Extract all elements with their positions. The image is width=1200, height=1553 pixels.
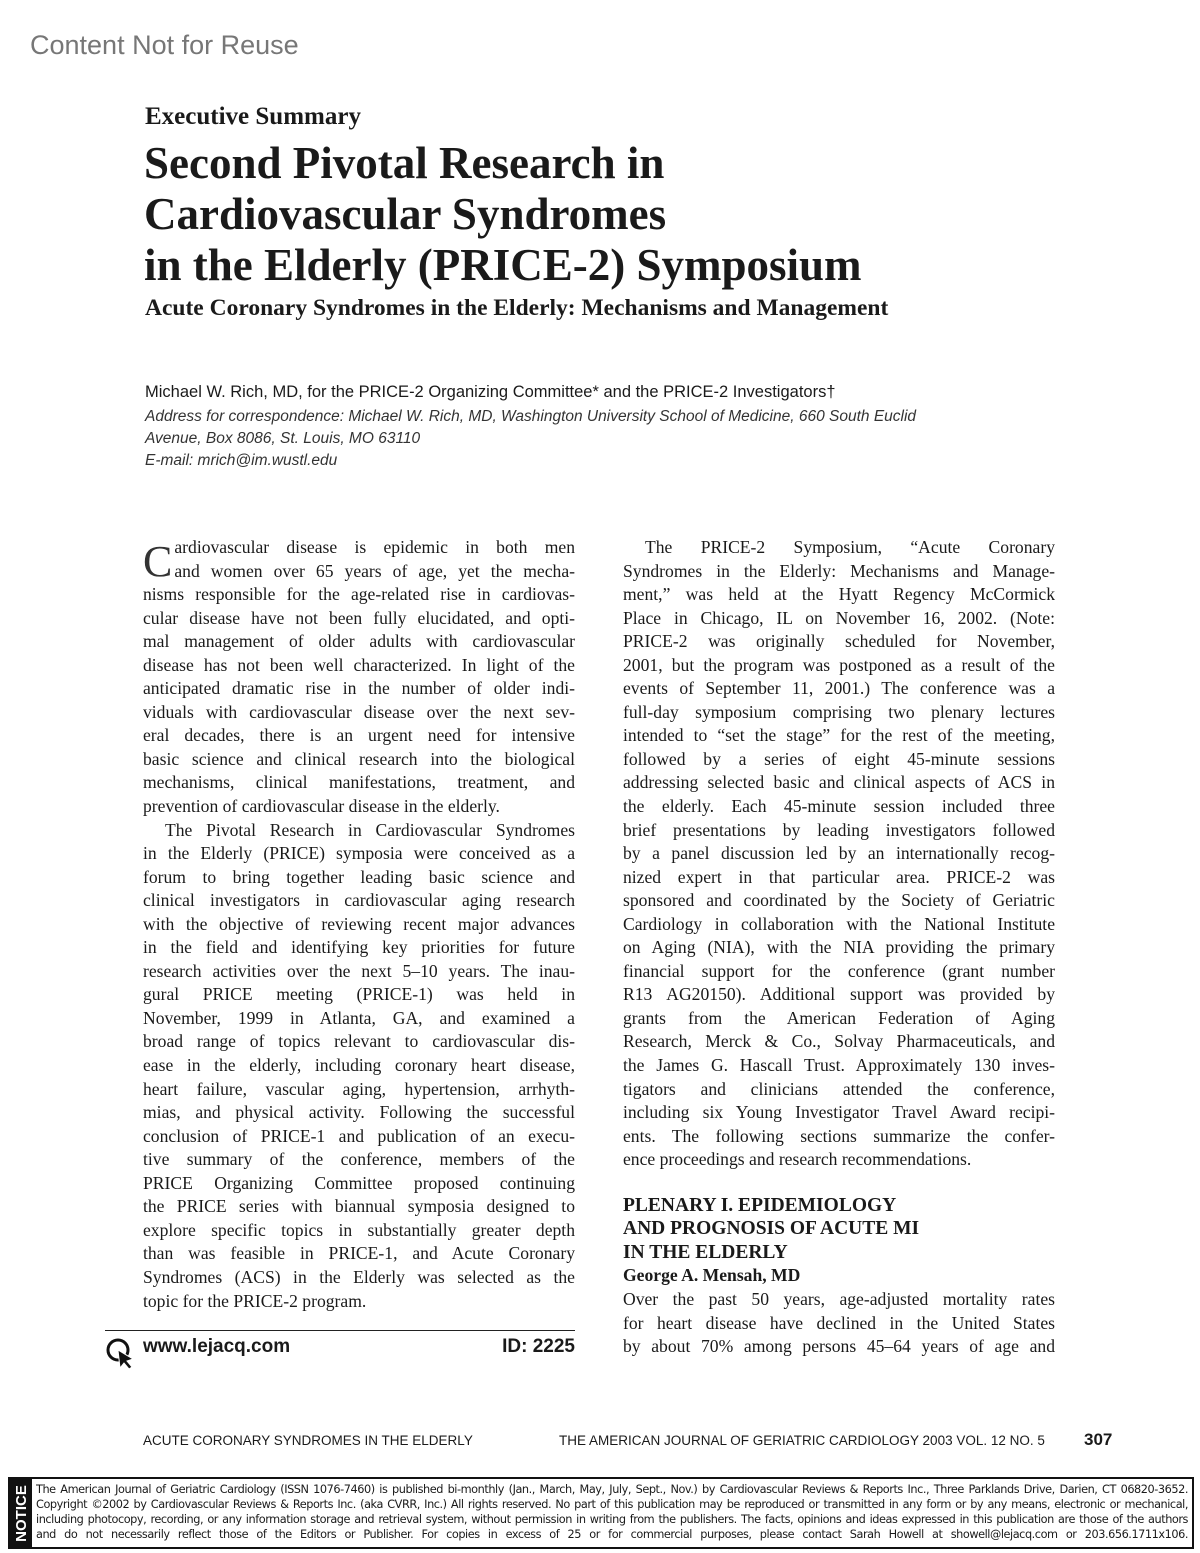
cursor-click-icon: [105, 1337, 137, 1377]
text-line: Over the past 50 years, age-adjusted mortality rates: [623, 1288, 1055, 1309]
text-line: forum to bring together leading basic science and: [143, 866, 575, 887]
text-line: ardiovascular disease is epidemic in both men: [174, 537, 575, 557]
text-line: Syndromes in the Elderly: Mechanisms and Manage-: [623, 560, 1055, 581]
text-line: The Pivotal Research in Cardiovascular Syndromes: [165, 819, 575, 840]
text-line: brief presentations by leading investigators followed: [623, 819, 1055, 840]
text-line: grants from the American Federation of Aging: [623, 1007, 1055, 1028]
notice-line: including photocopy, recording, or any information storage and retrieval system, without permission in writing from the publishers. The facts, opinions and ideas expressed in this publication are those of the authors: [36, 1513, 1188, 1526]
text-line: conclusion of PRICE-1 and publication of an execu-: [143, 1125, 575, 1146]
text-line: topic for the PRICE-2 program.: [143, 1290, 367, 1311]
article-title: [144, 138, 862, 291]
text-line: prevention of cardiovascular disease in the elderly.: [143, 796, 500, 817]
text-line: November, 1999 in Atlanta, GA, and examined a: [143, 1007, 575, 1028]
notice-label: NOTICE: [10, 1479, 32, 1547]
text-line: tive summary of the conference, members of the: [143, 1149, 575, 1170]
notice-line: Copyright ©2002 by Cardiovascular Reviews & Reports Inc. (aka CVRR, Inc.) All rights reserved. No part of this publication may be reproduced or transmitted in any form or by any means, electronic or mechanical,: [36, 1498, 1188, 1511]
text-line: the James G. Hascall Trust. Approximately 130 inves-: [623, 1055, 1055, 1076]
notice-line: The American Journal of Geriatric Cardiology (ISSN 1076-7460) is published bi-monthly (Jan., March, May, July, Sept., Nov.) by Cardiovascular Reviews & Reports Inc., Three Parklands Drive, Darien, CT 06820-3652.: [36, 1483, 1188, 1496]
website-link[interactable]: www.lejacq.com: [143, 1336, 291, 1357]
text-line: PRICE Organizing Committee proposed continuing: [143, 1172, 575, 1193]
text-line: by a panel discussion led by an internationally recog-: [623, 843, 1055, 864]
page-number: 307: [1084, 1430, 1113, 1449]
text-line: tigators and clinicians attended the conference,: [623, 1078, 1055, 1099]
running-footer-left: ACUTE CORONARY SYNDROMES IN THE ELDERLY: [143, 1433, 473, 1448]
text-line: followed by a series of eight 45-minute sessions: [623, 748, 1055, 769]
text-line: R13 AG20150). Additional support was provided by: [623, 984, 1055, 1005]
text-line: PRICE-2 was originally scheduled for November,: [623, 631, 1055, 652]
text-line: basic science and clinical research into the biological: [143, 748, 575, 769]
left-column: [143, 536, 575, 1313]
text-line: viduals with cardiovascular disease over the next sev-: [143, 701, 575, 722]
text-line: Research, Merck & Co., Solvay Pharmaceuticals, and: [623, 1031, 1055, 1052]
text-line: disease has not been well characterized. In light of the: [143, 654, 575, 675]
running-footer-journal: THE AMERICAN JOURNAL OF GERIATRIC CARDIOLOGY 2003 VOL. 12 NO. 5: [559, 1433, 1045, 1448]
text-line: cular disease have not been fully elucidated, and opti-: [143, 607, 575, 628]
notice-text: [32, 1479, 1192, 1547]
author-line: Michael W. Rich, MD, for the PRICE-2 Organizing Committee* and the PRICE-2 Investigators†: [145, 383, 836, 401]
text-line: broad range of topics relevant to cardiovascular dis-: [143, 1031, 575, 1052]
text-line: and women over 65 years of age, yet the mecha-: [174, 560, 575, 581]
title-line: Cardiovascular Syndromes: [144, 189, 667, 239]
text-line: including six Young Investigator Travel Award recipi-: [623, 1102, 1055, 1123]
text-line: mias, and physical activity. Following the successful: [143, 1102, 575, 1123]
title-line: in the Elderly (PRICE-2) Symposium: [144, 240, 862, 290]
text-line: in the Elderly (PRICE) symposia were conceived as a: [143, 843, 575, 864]
text-line: intended to “set the stage” for the rest of the meeting,: [623, 725, 1055, 746]
text-line: Place in Chicago, IL on November 16, 2002. (Note:: [623, 607, 1055, 628]
text-line: ment,” was held at the Hyatt Regency McCormick: [623, 584, 1055, 605]
address-line: Address for correspondence: Michael W. Rich, MD, Washington University School of Medicine, 660 South Euclid: [145, 408, 917, 425]
text-line: the elderly. Each 45-minute session included three: [623, 796, 1055, 817]
text-line: eral decades, there is an urgent need for intensive: [143, 725, 575, 746]
text-line: Cardiology in collaboration with the National Institute: [623, 913, 1055, 934]
text-line: financial support for the conference (grant number: [623, 960, 1055, 981]
section-heading-line: PLENARY I. EPIDEMIOLOGY: [623, 1194, 897, 1216]
text-line: by about 70% among persons 45–64 years of age and: [623, 1336, 1055, 1357]
text-line: The PRICE-2 Symposium, “Acute Coronary: [645, 537, 1055, 557]
text-line: in the field and identifying key priorities for future: [143, 937, 575, 958]
text-line: sponsored and coordinated by the Society of Geriatric: [623, 890, 1055, 911]
title-line: Second Pivotal Research in: [144, 138, 665, 188]
notice-line: and do not necessarily reflect those of the Editors or Publisher. For copies in excess of 25 or for commercial purposes, please contact Sarah Howell at showell@lejacq.com or 203.656.1711x106.: [36, 1528, 1188, 1541]
text-line: mechanisms, clinical manifestations, treatment, and: [143, 772, 575, 793]
section-heading-line: IN THE ELDERLY: [623, 1241, 788, 1263]
spacer: [623, 1172, 1055, 1194]
text-line: for heart disease have declined in the United States: [623, 1312, 1055, 1333]
correspondence-address: [145, 406, 1025, 472]
text-line: 2001, but the program was postponed as a result of the: [623, 654, 1055, 675]
text-line: the PRICE series with biannual symposia designed to: [143, 1196, 575, 1217]
text-line: than was feasible in PRICE-1, and Acute Coronary: [143, 1243, 575, 1264]
text-line: ease in the elderly, including coronary heart disease,: [143, 1055, 575, 1076]
watermark: Content Not for Reuse: [30, 30, 299, 60]
text-line: full-day symposium comprising two plenary lectures: [623, 701, 1055, 722]
text-line: clinical investigators in cardiovascular aging research: [143, 890, 575, 911]
section-label: Executive Summary: [145, 103, 361, 130]
section-heading-line: AND PROGNOSIS OF ACUTE MI: [623, 1218, 920, 1240]
drop-cap: C: [143, 537, 173, 586]
text-line: events of September 11, 2001.) The conference was a: [623, 678, 1055, 699]
text-line: gural PRICE meeting (PRICE-1) was held in: [143, 984, 575, 1005]
article-id: ID: 2225: [502, 1336, 575, 1357]
text-line: nisms responsible for the age-related rise in cardiovas-: [143, 584, 575, 605]
text-line: explore specific topics in substantially greater depth: [143, 1219, 575, 1240]
link-bar: [105, 1330, 575, 1365]
copyright-notice: [8, 1477, 1194, 1549]
address-line: Avenue, Box 8086, St. Louis, MO 63110: [145, 430, 421, 447]
text-line: research activities over the next 5–10 years. The inau-: [143, 960, 575, 981]
section-author: George A. Mensah, MD: [623, 1265, 801, 1286]
email-line[interactable]: E-mail: mrich@im.wustl.edu: [145, 452, 338, 469]
text-line: Syndromes (ACS) in the Elderly was selected as the: [143, 1266, 575, 1287]
text-line: ents. The following sections summarize the confer-: [623, 1125, 1055, 1146]
text-line: on Aging (NIA), with the NIA providing the primary: [623, 937, 1055, 958]
text-line: ence proceedings and research recommendations.: [623, 1149, 972, 1170]
text-line: anticipated dramatic rise in the number of older indi-: [143, 678, 575, 699]
text-line: heart failure, vascular aging, hypertension, arrhyth-: [143, 1078, 575, 1099]
text-line: nized expert in that particular area. PRICE-2 was: [623, 866, 1055, 887]
right-column: [623, 536, 1055, 1359]
text-line: with the objective of reviewing recent major advances: [143, 913, 575, 934]
text-line: addressing selected basic and clinical aspects of ACS in: [623, 772, 1055, 793]
text-line: mal management of older adults with cardiovascular: [143, 631, 575, 652]
article-subtitle: Acute Coronary Syndromes in the Elderly: Mechanisms and Management: [145, 295, 889, 321]
